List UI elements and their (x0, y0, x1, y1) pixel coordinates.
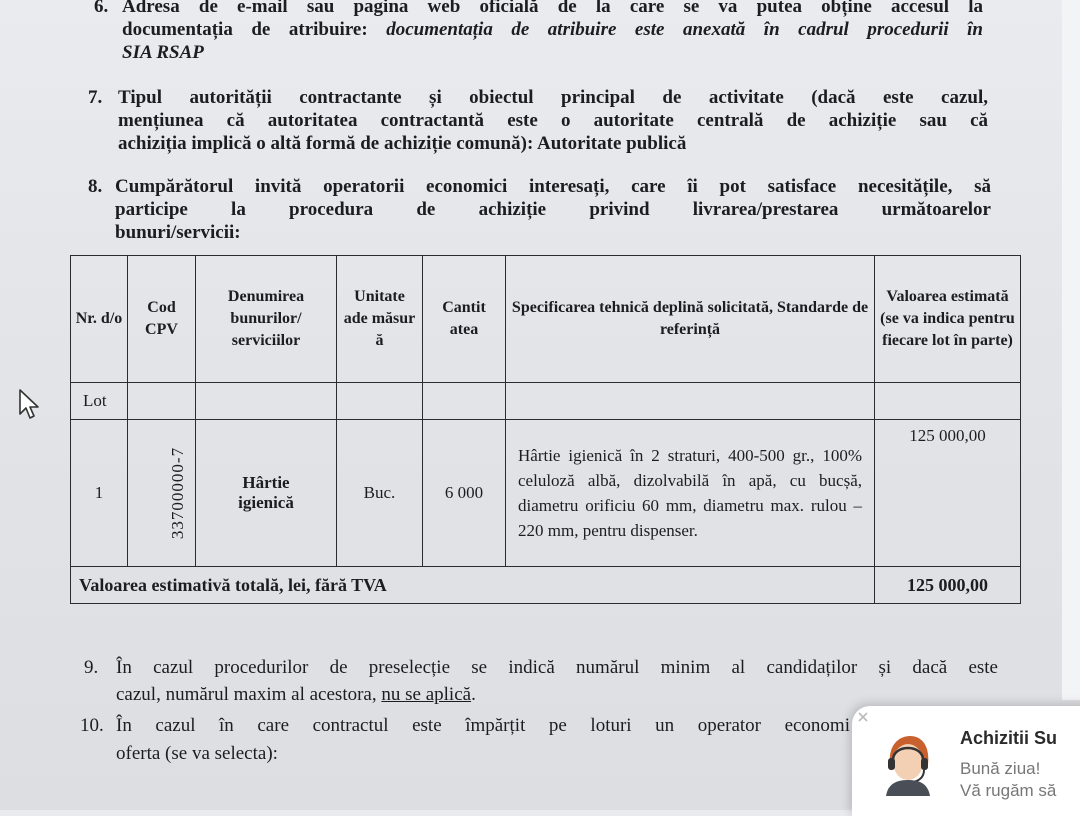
chat-title: Achizitii Su (960, 728, 1058, 748)
section-10-number: 10. (80, 715, 104, 736)
section-8-line-2: participe la procedura de achiziție privind livrarea/prestarea următoarelor (115, 199, 991, 220)
cell-nr: 1 (71, 420, 128, 567)
cell-spec (506, 420, 875, 567)
lot-row (71, 383, 1021, 420)
total-row (71, 567, 1021, 604)
close-icon[interactable] (856, 710, 870, 724)
page-edge (1062, 0, 1080, 700)
section-9-line-2: cazul, numărul maxim al acestora, nu se aplică. (116, 684, 476, 705)
section-6-number: 6. (94, 0, 109, 17)
section-6-line-1: Adresa de e-mail sau pagina web oficială de la care se va putea obține accesul la (122, 0, 983, 17)
header-name: Denumirea bunurilor/ serviciilor (196, 256, 337, 383)
section-10-line-2: oferta (se va selecta): (116, 743, 278, 764)
cell-unit: Buc. (337, 420, 423, 567)
chat-widget[interactable] (852, 706, 1080, 816)
section-9-line-1: În cazul procedurilor de preselecție se indică numărul minim al candidaților și dacă este (116, 657, 998, 678)
header-spec: Specificarea tehnică deplină solicitată, Standarde de referință (506, 256, 875, 383)
section-10-line-1: În cazul în care contractul este împărțit pe loturi un operator economi (116, 715, 850, 736)
section-6-line-3: SIA RSAP (122, 42, 204, 63)
section-7-line-3: achiziția implică o altă formă de achiziție comună): Autoritate publică (118, 133, 687, 154)
header-cpv: Cod CPV (128, 256, 196, 383)
mouse-cursor-icon (18, 388, 40, 420)
section-7-line-1: Tipul autorității contractante și obiectul principal de activitate (dacă este cazul, (118, 87, 988, 108)
header-quantity: Cantit atea (423, 256, 506, 383)
section-8-number: 8. (88, 176, 103, 197)
cell-quantity: 6 000 (423, 420, 506, 567)
section-6-line-2: documentația de atribuire: documentația de atribuire este anexată în cadrul procedurii în (122, 19, 983, 40)
total-value: 125 000,00 (875, 567, 1021, 604)
cell-name: Hârtie igienică (196, 420, 337, 567)
section-8-line-1: Cumpărătorul invită operatorii economici interesați, care îi pot satisface necesitățile, să (115, 176, 991, 197)
section-9-number: 9. (84, 657, 99, 678)
procurement-table (70, 255, 1021, 604)
table-header-row (71, 256, 1021, 383)
section-8-line-3: bunuri/servicii: (115, 222, 241, 243)
cell-cpv-wrap (128, 420, 196, 567)
support-agent-avatar (880, 730, 936, 796)
cell-cpv: 33700000-7 (168, 446, 188, 540)
section-7-line-2: mențiunea că autoritatea contractantă este o autoritate centrală de achiziție sau că (118, 110, 988, 131)
chat-message: Bună ziua! Vă rugăm să (960, 759, 1057, 800)
section-7-number: 7. (88, 87, 103, 108)
cell-spec-text: Hârtie igienică în 2 straturi, 400-500 gr., 100% celuloză albă, dizolvabilă în apă, cu bucșă, diametru orificiu 60 mm, diametru max. rulou – 220 mm, pentru dispenser. (518, 446, 862, 540)
header-value: Valoarea estimată (se va indica pentru fiecare lot în parte) (875, 256, 1021, 383)
header-unit: Unitate ade măsur ă (337, 256, 423, 383)
cell-value: 125 000,00 (875, 420, 1021, 567)
lot-label: Lot (71, 383, 128, 420)
table-row (71, 420, 1021, 567)
total-label: Valoarea estimativă totală, lei, fără TVA (71, 567, 875, 604)
header-nr: Nr. d/o (71, 256, 128, 383)
